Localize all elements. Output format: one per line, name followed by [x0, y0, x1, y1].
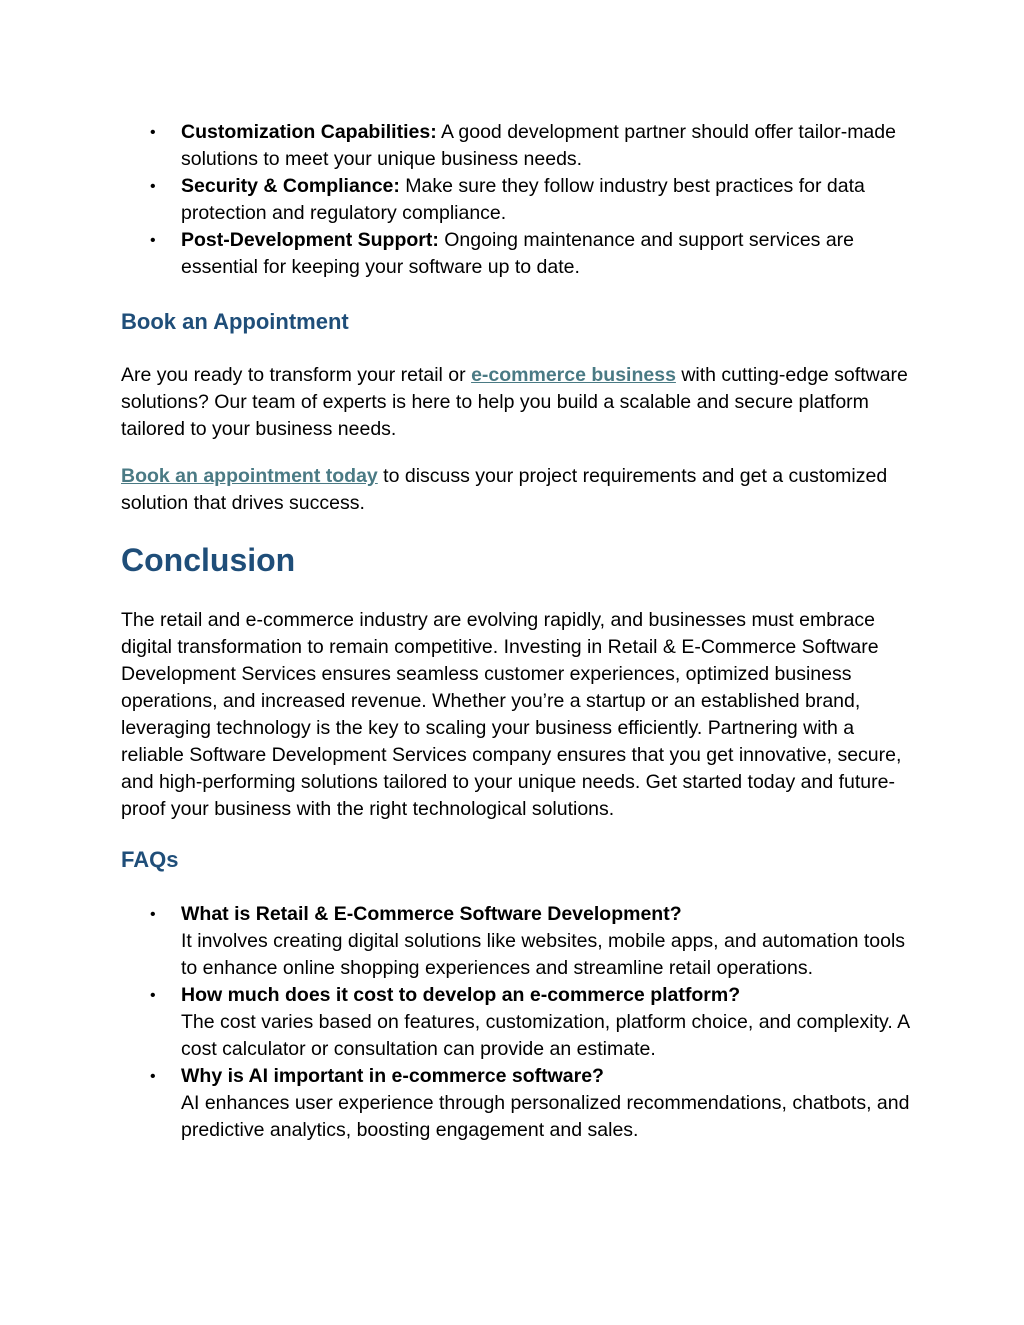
conclusion-heading: Conclusion [121, 542, 296, 578]
bullet-customization [121, 119, 911, 173]
bullet-dot: • [150, 232, 156, 249]
bullet-text: A good development partner should offer tailor-made solutions to meet your unique business needs. [181, 121, 896, 170]
faq-item [121, 1063, 911, 1144]
ecommerce-business-link[interactable]: e-commerce business [471, 364, 676, 386]
faq-list [121, 901, 911, 1144]
conclusion-paragraph: The retail and e-commerce industry are evolving rapidly, and businesses must embrace digital transformation to remain competitive. Investing in Retail & E-Commerce Software Development Services ensures seamless customer experiences, optimized business operations, and increased revenue. Whether you’re a startup or an established brand, leveraging technology is the key to scaling your business efficiently. Partnering with a reliable Software Development Services company ensures that you get innovative, secure, and high-performing solutions tailored to your unique needs. Get started today and future-proof your business with the right technological solutions. [121, 609, 902, 820]
faq-question: Why is AI important in e-commerce software? [181, 1065, 604, 1087]
bullet-dot: • [150, 1068, 156, 1085]
bullet-text: Make sure they follow industry best practices for data protection and regulatory compliance. [181, 175, 865, 224]
bullet-support [121, 227, 911, 281]
bullet-text: Ongoing maintenance and support services are essential for keeping your software up to date. [181, 229, 855, 278]
bullet-security [121, 173, 911, 227]
bullet-dot: • [150, 987, 156, 1004]
faq-answer: The cost varies based on features, customization, platform choice, and complexity. A cost calculator or consultation can provide an estimate. [181, 1011, 910, 1060]
feature-bullet-list [121, 119, 911, 281]
faq-answer: It involves creating digital solutions like websites, mobile apps, and automation tools to enhance online shopping experiences and streamline retail operations. [181, 930, 906, 979]
faq-question: What is Retail & E-Commerce Software Development? [181, 903, 682, 925]
bullet-term: Post-Development Support: [181, 229, 439, 251]
bullet-term: Security & Compliance: [181, 175, 400, 197]
bullet-dot: • [150, 178, 156, 195]
faq-question: How much does it cost to develop an e-commerce platform? [181, 984, 741, 1006]
book-p1-text-before: Are you ready to transform your retail or [121, 364, 472, 386]
faq-item [121, 982, 911, 1063]
book-paragraph-2 [121, 463, 911, 517]
book-paragraph-1 [121, 362, 911, 443]
bullet-dot: • [150, 906, 156, 923]
book-p2-text-after: to discuss your project requirements and get a customized solution that drives success. [121, 465, 888, 514]
faqs-heading: FAQs [121, 847, 179, 872]
book-appointment-heading: Book an Appointment [121, 309, 349, 334]
faq-item [121, 901, 911, 982]
faq-answer: AI enhances user experience through personalized recommendations, chatbots, and predictive analytics, boosting engagement and sales. [181, 1092, 910, 1141]
book-appointment-link[interactable]: Book an appointment today [121, 465, 378, 487]
bullet-dot: • [150, 124, 156, 141]
book-p1-text-after: with cutting-edge software solutions? Our team of experts is here to help you build a scalable and secure platform tailored to your business needs. [121, 364, 908, 440]
bullet-term: Customization Capabilities: [181, 121, 437, 143]
